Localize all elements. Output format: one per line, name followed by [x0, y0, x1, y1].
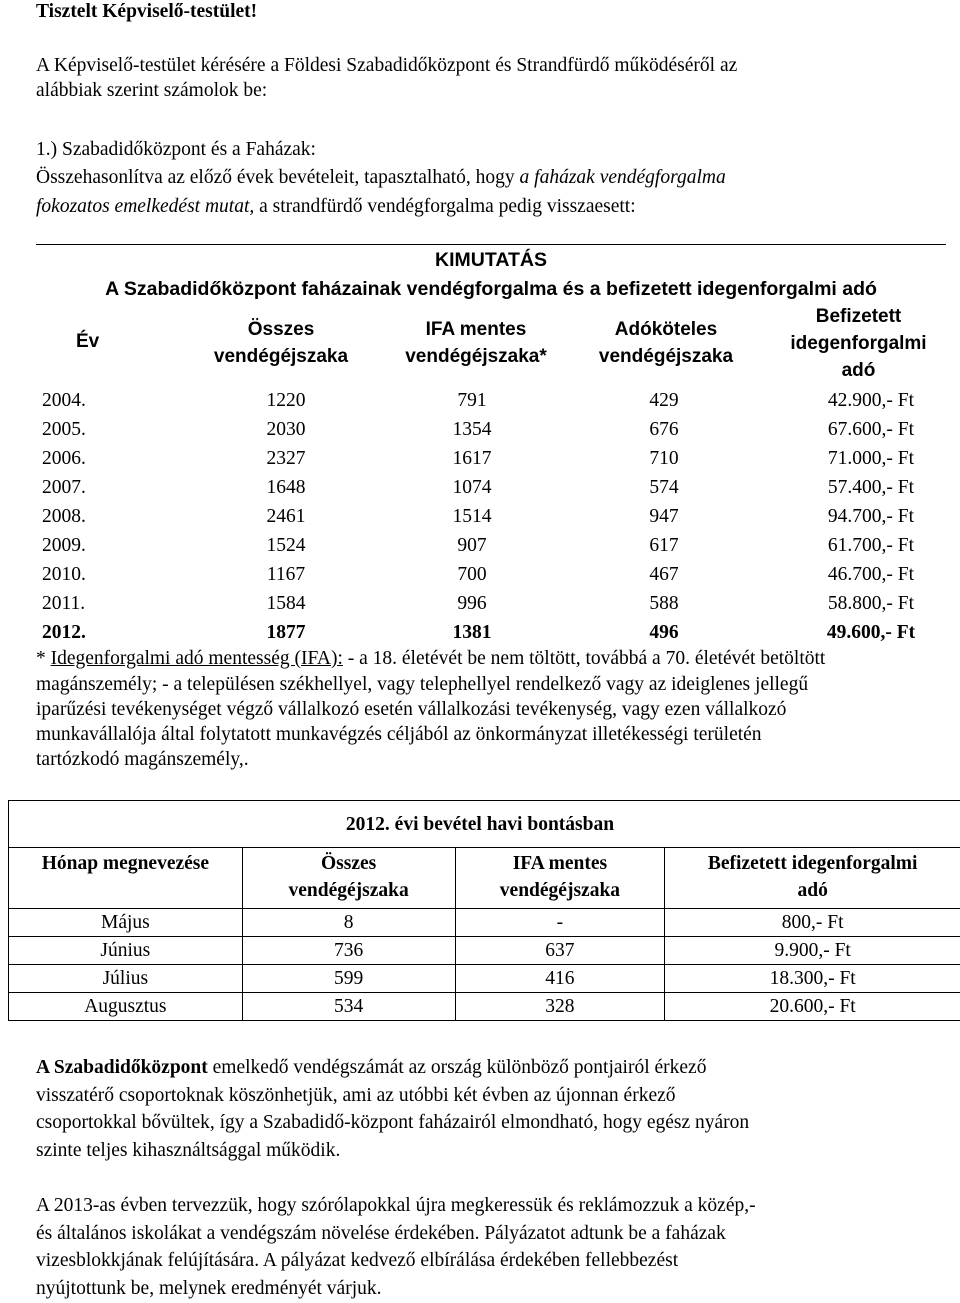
table-row: [36, 417, 946, 446]
section-text-line-2: [36, 194, 946, 219]
cell-ifa: 1617: [452, 448, 492, 469]
cell-total: 1167: [266, 564, 306, 585]
table-row: [9, 909, 960, 937]
cell-ifa: 637: [455, 937, 665, 965]
para1-line-4: szinte teljes kihasználtsággal működik.: [36, 1140, 341, 1161]
cell-total: 736: [242, 937, 455, 965]
section-heading: 1.) Szabadidőközpont és a Faházak:: [36, 139, 316, 160]
cell-paid: 9.900,- Ft: [665, 937, 960, 965]
cell-year: 2004.: [42, 390, 86, 411]
section-text-plain: Összehasonlítva az előző évek bevételeit, tapasztalható, hogy: [36, 167, 515, 188]
cell-paid: 58.800,- Ft: [827, 593, 915, 614]
cell-paid: 49.600,- Ft: [826, 622, 916, 643]
para1-line-1: A Szabadidőközpont emelkedő vendégszámát az ország különböző pontjairól érkező: [36, 1057, 707, 1078]
cell-year: 2011.: [42, 593, 86, 614]
cell-total: 8: [242, 909, 455, 937]
cell-ifa: 907: [457, 535, 487, 556]
header-total: Összes vendégéjszaka: [213, 319, 349, 367]
cell-ifa: 416: [455, 965, 665, 993]
cell-paid: 71.000,- Ft: [827, 448, 915, 469]
cell-ifa: 1514: [452, 506, 492, 527]
cell-ifa: 1381: [452, 622, 492, 643]
intro-line-2: alábbiak szerint számolok be:: [36, 80, 268, 101]
cell-total: 1877: [266, 622, 306, 643]
monthly-table: [8, 847, 960, 1021]
monthly-title: 2012. évi bevétel havi bontásban: [345, 814, 615, 835]
cell-taxable: 710: [649, 448, 679, 469]
kimutatas-title: KIMUTATÁS: [435, 249, 547, 271]
cell-month: Május: [9, 909, 243, 937]
section-text-plain-2: a strandfürdő vendégforgalma pedig visszaesett:: [259, 196, 636, 217]
cell-taxable: 467: [649, 564, 679, 585]
cell-ifa: 700: [457, 564, 487, 585]
cell-ifa: 328: [455, 993, 665, 1021]
cell-paid: 94.700,- Ft: [827, 506, 915, 527]
cell-ifa: 1354: [452, 419, 492, 440]
cell-total: 2461: [266, 506, 306, 527]
cell-paid: 61.700,- Ft: [827, 535, 915, 556]
cell-total: 2327: [266, 448, 306, 469]
para2-line-2: és általános iskolákat a vendégszám növelése érdekében. Pályázatot adtunk be a faházak: [36, 1223, 726, 1244]
cell-total: 1648: [266, 477, 306, 498]
cell-ifa: 996: [457, 593, 487, 614]
cell-paid: 67.600,- Ft: [827, 419, 915, 440]
cell-paid: 20.600,- Ft: [665, 993, 960, 1021]
cell-taxable: 676: [649, 419, 679, 440]
footnote-text: - a 18. életévét be nem töltött, továbbá a 70. életévét betöltött: [347, 648, 826, 669]
salutation: Tisztelt Képviselő-testület!: [36, 1, 258, 22]
header-paid: Befizetett idegenforgalmi adó: [790, 306, 927, 381]
para1-bold: A Szabadidőközpont: [36, 1057, 208, 1078]
para2-line-1: A 2013-as évben tervezzük, hogy szórólapokkal újra megkeressük és reklámozzuk a közép,-: [36, 1195, 756, 1216]
footnote-line-5: tartózkodó magánszemély,.: [36, 749, 249, 770]
header-month: Hónap megnevezése: [9, 848, 243, 909]
cell-taxable: 429: [649, 390, 679, 411]
header-year: Év: [76, 331, 100, 352]
para2-line-3: vizesblokkjának felújítására. A pályázat kedvező elbírálása érdekében fellebbezést: [36, 1250, 679, 1271]
footnote-line-3: iparűzési tevékenységet végző vállalkozó esetén vállalkozási tevékenység, vagy ezen vállalkozó: [36, 699, 787, 720]
table-row: [9, 965, 960, 993]
intro-line-1: A Képviselő-testület kérésére a Földesi Szabadidőközpont és Strandfürdő működéséről az: [36, 55, 738, 76]
cell-taxable: 947: [649, 506, 679, 527]
para1-line-2: visszatérő csoportoknak köszönhetjük, ami az utóbbi két évben az újonnan érkező: [36, 1085, 676, 1106]
section-text-italic-2: fokozatos emelkedést mutat,: [36, 196, 255, 217]
cell-total: 1220: [266, 390, 306, 411]
footnote-star: *: [36, 648, 46, 669]
cell-year: 2006.: [42, 448, 86, 469]
cell-paid: 42.900,- Ft: [827, 390, 915, 411]
table-row: [36, 533, 946, 562]
footnote-line-1: [36, 646, 946, 671]
kimutatas-subtitle: A Szabadidőközpont faházainak vendégforgalma és a befizetett idegenforgalmi adó: [105, 278, 877, 300]
table-row: [36, 388, 946, 417]
cell-year: 2012.: [42, 622, 86, 643]
cell-year: 2010.: [42, 564, 86, 585]
table-row: [36, 591, 946, 620]
header-month-ifa: IFA mentes vendégéjszaka: [455, 848, 665, 909]
cell-month: Június: [9, 937, 243, 965]
section-text-italic: a faházak vendégforgalma: [519, 167, 726, 188]
para2-line-4: nyújtottunk be, melynek eredményét várjuk.: [36, 1278, 382, 1299]
cell-ifa: 791: [457, 390, 487, 411]
header-taxable: Adóköteles vendégéjszaka: [598, 319, 734, 367]
section-text-line-1: [36, 165, 946, 190]
cell-taxable: 496: [649, 622, 679, 643]
header-ifa: IFA mentes vendégéjszaka*: [405, 319, 547, 367]
cell-taxable: 617: [649, 535, 679, 556]
table-row: [36, 446, 946, 475]
para1-line-3: csoportokkal bővültek, így a Szabadidő-központ faházairól elmondható, hogy egész nyáron: [36, 1112, 750, 1133]
table-row: [9, 993, 960, 1021]
cell-taxable: 574: [649, 477, 679, 498]
cell-ifa: 1074: [452, 477, 492, 498]
cell-total: 599: [242, 965, 455, 993]
table-row: [9, 937, 960, 965]
cell-paid: 57.400,- Ft: [827, 477, 915, 498]
cell-month: Augusztus: [9, 993, 243, 1021]
cell-paid: 800,- Ft: [665, 909, 960, 937]
cell-year: 2008.: [42, 506, 86, 527]
cell-paid: 18.300,- Ft: [665, 965, 960, 993]
table-row: [36, 504, 946, 533]
cell-year: 2009.: [42, 535, 86, 556]
cell-paid: 46.700,- Ft: [827, 564, 915, 585]
footnote-term: Idegenforgalmi adó mentesség (IFA):: [50, 648, 343, 669]
cell-taxable: 588: [649, 593, 679, 614]
cell-total: 2030: [266, 419, 306, 440]
header-month-total: Összes vendégéjszaka: [242, 848, 455, 909]
cell-month: Július: [9, 965, 243, 993]
header-month-paid: Befizetett idegenforgalmi adó: [665, 848, 960, 909]
cell-total: 1524: [266, 535, 306, 556]
cell-year: 2007.: [42, 477, 86, 498]
footnote-line-4: munkavállalója által folytatott munkavégzés céljából az önkormányzat illetékességi területén: [36, 724, 762, 745]
table-row: [36, 620, 946, 649]
cell-total: 1584: [266, 593, 306, 614]
cell-year: 2005.: [42, 419, 86, 440]
cell-ifa: -: [455, 909, 665, 937]
footnote-line-2: magánszemély; - a településen székhellyel, vagy telephellyel rendelkező vagy az ideiglenes jellegű: [36, 674, 809, 695]
monthly-header-row: [9, 848, 960, 909]
table-row: [36, 475, 946, 504]
table-row: [36, 562, 946, 591]
cell-total: 534: [242, 993, 455, 1021]
